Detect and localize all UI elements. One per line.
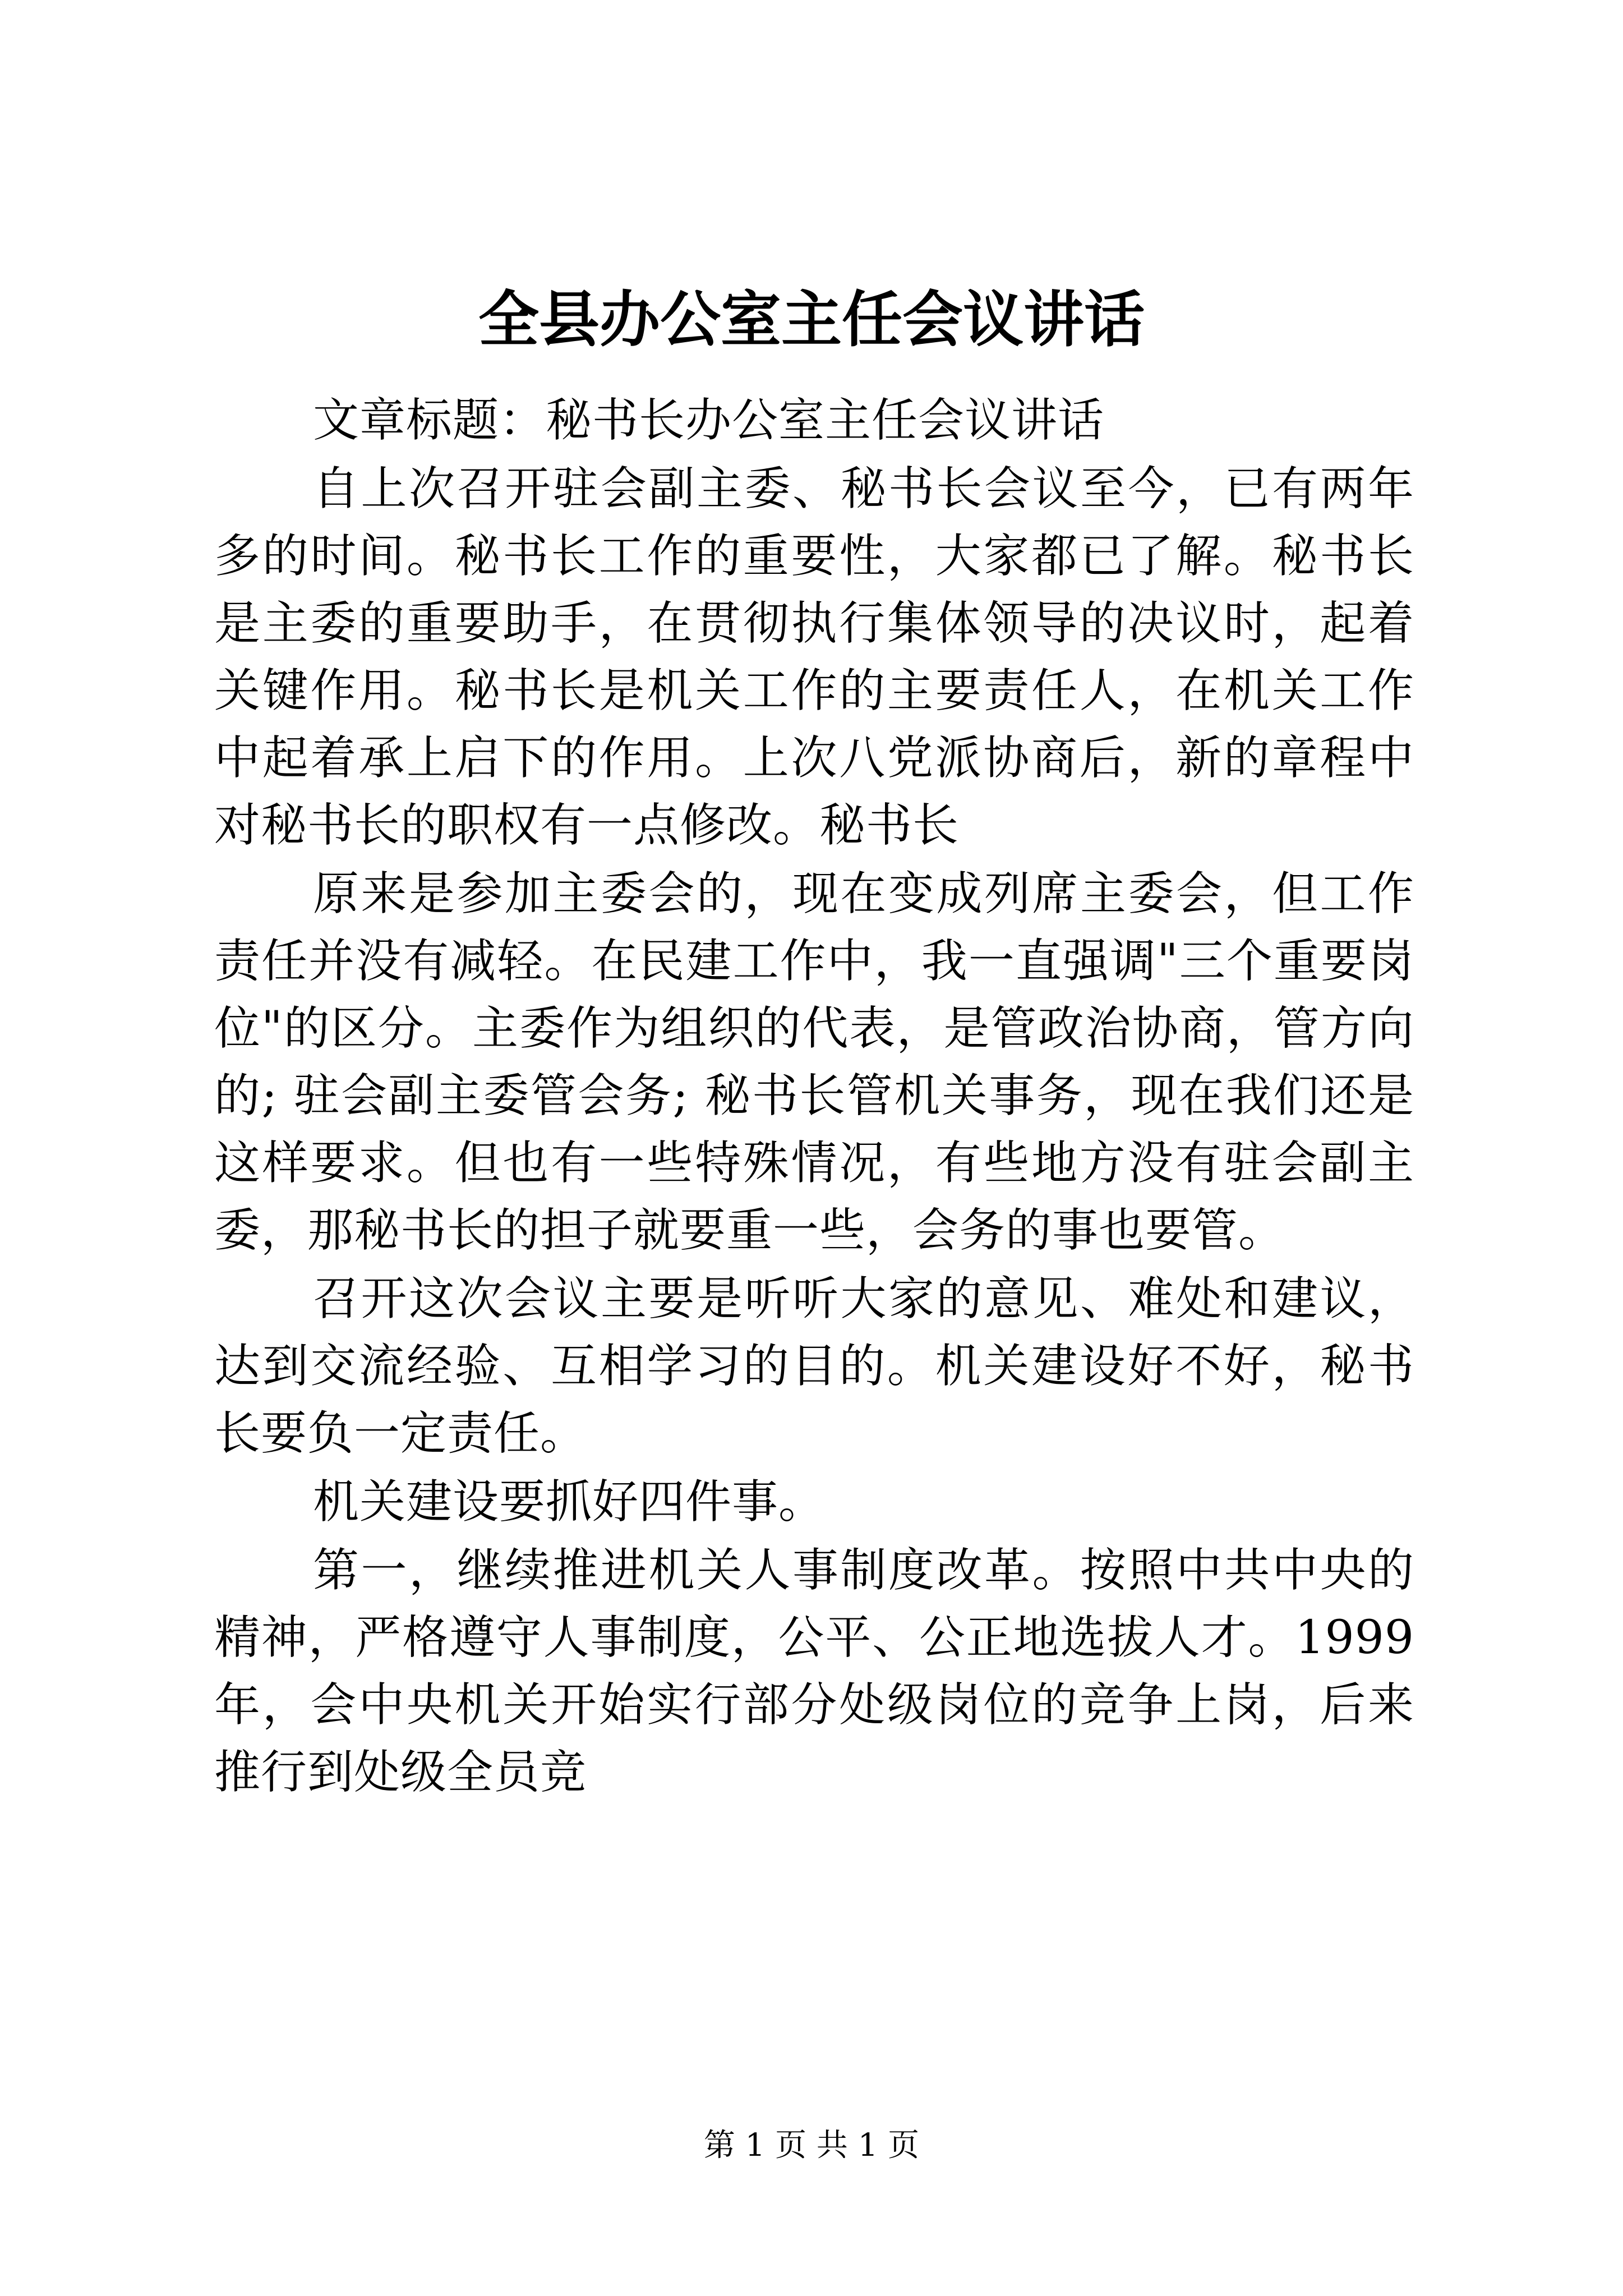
document-title: 全县办公室主任会议讲话 [478,284,1145,355]
paragraph-4: 机关建设要抓好四件事。 [313,1475,826,1529]
paragraph-2: 原来是参加主委会的，现在变成列席主委会，但工作责任并没有减轻。在民建工作中，我一直强调"三个重要岗位"的区分。主委作为组织的代表，是管政治协商，管方向的; 驻会副主委管会务; 秘书长管机关事务，现在我们还是这样要求。但也有一些特殊情况，有些地方没有驻会副主委，那秘书长的担子就要重一些，会务的事也要管。 [214,867,1414,1257]
paragraph-5: 第一，继续推进机关人事制度改革。按照中共中央的精神，严格遵守人事制度，公平、公正地选拔人才。1999 年，会中央机关开始实行部分处级岗位的竞争上岗，后来推行到处级全员竞 [214,1544,1414,1799]
document-body [214,387,1414,1806]
paragraph-article-title: 文章标题：秘书长办公室主任会议讲话 [313,394,1105,447]
page-footer: 第 1 页 共 1 页 [703,2127,920,2164]
paragraph-1: 自上次召开驻会副主委、秘书长会议至今，已有两年多的时间。秘书长工作的重要性，大家都已了解。秘书长是主委的重要助手，在贯彻执行集体领导的决议时，起着关键作用。秘书长是机关工作的主要责任人，在机关工作中起着承上启下的作用。上次八党派协商后，新的章程中对秘书长的职权有一点修改。秘书长 [214,462,1414,852]
paragraph-3: 召开这次会议主要是听听大家的意见、难处和建议，达到交流经验、互相学习的目的。机关建设好不好，秘书长要负一定责任。 [214,1272,1414,1460]
